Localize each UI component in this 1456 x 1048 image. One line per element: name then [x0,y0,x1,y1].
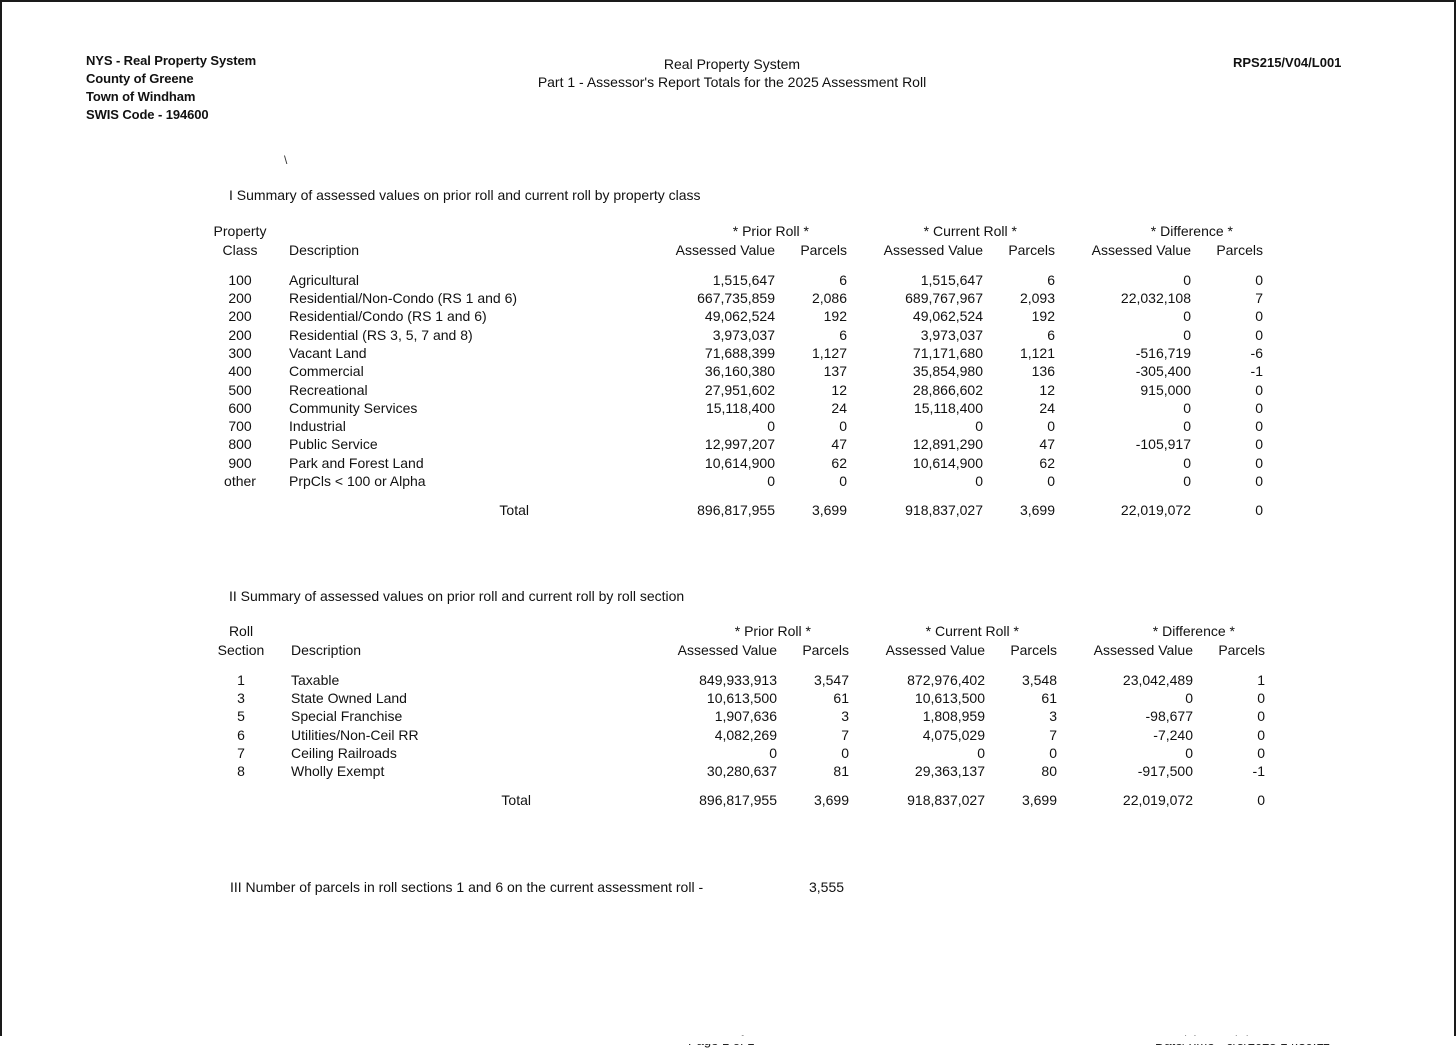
prior-parcels-cell: 61 [833,690,849,707]
description-cell: Vacant Land [289,344,367,361]
class-code-cell: 200 [228,290,252,307]
current-roll-group-header: * Current Roll * [923,223,1017,240]
difference-assessed-value-cell: 0 [1183,473,1191,489]
col-class-header-1: Property [213,223,267,240]
difference-assessed-value-cell: 0 [1185,744,1193,761]
description-cell: Ceiling Railroads [291,744,397,761]
current-parcels-cell: 47 [1039,436,1055,453]
current-assessed-value-cell: 872,976,402 [907,671,985,688]
section-3-value: 3,555 [809,879,845,895]
prior-roll-group-header: * Prior Roll * [734,623,811,640]
property-class-row [199,307,1263,325]
prior-parcels-cell: 12 [831,381,847,398]
property-class-row [199,435,1263,453]
description-cell: Commercial [289,363,364,380]
prior-assessed-value-cell: 15,118,400 [705,399,775,416]
difference-assessed-value-cell: -305,400 [1135,363,1191,380]
property-class-table [199,222,1263,530]
class-code-cell: 800 [228,436,252,453]
col-section-header-1: Roll [228,623,254,640]
total-prior-assessed-value: 896,817,955 [699,792,777,809]
difference-parcels-cell: 0 [1255,271,1263,288]
roll-section-row [199,707,1265,725]
class-code-cell: 1 [237,671,245,688]
prior-assessed-value-cell: 0 [769,744,777,761]
current-parcels-cell: 0 [1047,418,1055,435]
prior-assessed-value-cell: 12,997,207 [704,436,775,453]
prior-assessed-value-cell: 849,933,913 [699,671,777,688]
report-subtitle: Part 1 - Assessor's Report Totals for the 2025 Assessment Roll [537,74,927,90]
difference-assessed-value-cell: 0 [1183,326,1191,343]
current-parcels-cell: 3,548 [1021,671,1057,688]
property-class-row [199,289,1263,307]
description-cell: Residential (RS 3, 5, 7 and 8) [289,326,473,343]
current-parcels-cell: 192 [1031,308,1055,325]
description-cell: Agricultural [289,271,360,288]
col-prior-parcels-header: Parcels [802,641,849,658]
roll-section-row [199,689,1265,707]
prior-assessed-value-cell: 10,614,900 [704,454,775,471]
difference-parcels-cell: 0 [1255,399,1263,416]
prior-assessed-value-cell: 0 [767,473,775,489]
report-code: RPS215/V04/L001 [1233,55,1342,70]
prior-assessed-value-cell: 1,907,636 [714,708,777,725]
prior-parcels-cell: 137 [823,363,847,380]
prior-assessed-value-cell: 36,160,380 [704,363,775,380]
prior-parcels-cell: 6 [839,271,847,288]
current-assessed-value-cell: 15,118,400 [913,399,983,416]
property-class-row [199,472,1263,490]
class-code-cell: 200 [228,326,252,343]
col-current-parcels-header: Parcels [1008,241,1055,258]
difference-group-header: * Difference * [1152,623,1235,640]
description-cell: Public Service [289,436,378,453]
col-diff-av-header: Assessed Value [1093,641,1193,658]
total-row [199,780,1265,820]
difference-assessed-value-cell: 915,000 [1140,381,1191,398]
current-assessed-value-cell: 10,613,500 [914,690,985,707]
description-cell: Utilities/Non-Ceil RR [291,726,419,743]
issuer-line-county: County of Greene [86,71,194,86]
prior-assessed-value-cell: 667,735,859 [697,290,775,307]
class-code-cell: 500 [228,381,252,398]
current-assessed-value-cell: 0 [977,744,985,761]
roll-section-row [199,671,1265,689]
current-assessed-value-cell: 10,614,900 [912,454,983,471]
description-cell: Taxable [291,671,340,688]
prior-parcels-cell: 3,547 [813,671,849,688]
total-difference-parcels: 0 [1257,792,1265,809]
col-current-av-header: Assessed Value [883,241,983,258]
roll-section-row [199,744,1265,762]
class-code-cell: 7 [237,744,245,761]
difference-parcels-cell: 0 [1257,690,1265,707]
total-current-parcels: 3,699 [1019,502,1055,519]
difference-parcels-cell: 0 [1255,308,1263,325]
difference-assessed-value-cell: 0 [1183,308,1191,325]
total-label: Total [501,792,531,809]
total-current-assessed-value: 918,837,027 [907,792,985,809]
prior-assessed-value-cell: 49,062,524 [704,308,775,325]
prior-assessed-value-cell: 0 [767,418,775,435]
issuer-line-town: Town of Windham [86,89,196,104]
current-assessed-value-cell: 28,866,602 [912,381,983,398]
current-assessed-value-cell: 12,891,290 [912,436,983,453]
property-class-row [199,362,1263,380]
current-parcels-cell: 0 [1049,744,1057,761]
difference-group-header: * Difference * [1150,223,1233,240]
current-parcels-cell: 61 [1041,690,1057,707]
difference-parcels-cell: 0 [1255,381,1263,398]
description-cell: Industrial [289,418,346,435]
property-class-row [199,271,1263,289]
stray-mark: \ [284,153,288,167]
current-roll-group-header: * Current Roll * [925,623,1019,640]
col-class-header-2: Class [222,241,258,258]
col-diff-parcels-header: Parcels [1218,641,1265,658]
difference-parcels-cell: -6 [1250,344,1263,361]
difference-assessed-value-cell: -98,677 [1145,708,1193,725]
difference-assessed-value-cell: -917,500 [1137,763,1193,780]
prior-assessed-value-cell: 4,082,269 [714,726,777,743]
total-label: Total [499,502,529,519]
difference-parcels-cell: 0 [1257,708,1265,725]
difference-assessed-value-cell: 0 [1183,454,1191,471]
current-assessed-value-cell: 35,854,980 [912,363,983,380]
difference-parcels-cell: 0 [1255,418,1263,435]
difference-assessed-value-cell: 0 [1183,271,1191,288]
difference-assessed-value-cell: 0 [1185,690,1193,707]
prior-parcels-cell: 0 [839,473,847,489]
current-assessed-value-cell: 0 [975,473,983,489]
prior-assessed-value-cell: 27,951,602 [704,381,775,398]
class-code-cell: 3 [237,690,245,707]
section-3-label: III Number of parcels in roll sections 1 and 6 on the current assessment roll - [230,879,704,895]
prior-parcels-cell: 3 [841,708,849,725]
prior-parcels-cell: 1,127 [811,344,847,361]
current-assessed-value-cell: 1,808,959 [922,708,985,725]
class-code-cell: 900 [228,454,252,471]
current-assessed-value-cell: 49,062,524 [912,308,983,325]
col-diff-parcels-header: Parcels [1216,241,1263,258]
class-code-cell: 400 [228,363,252,380]
total-prior-assessed-value: 896,817,955 [697,502,775,519]
description-cell: Recreational [289,381,368,398]
class-code-cell: 300 [228,344,252,361]
col-prior-av-header: Assessed Value [677,641,777,658]
property-class-row [199,417,1263,435]
difference-assessed-value-cell: 23,042,489 [1122,671,1193,688]
description-cell: Wholly Exempt [291,763,385,780]
roll-section-table [199,622,1265,820]
property-class-row [199,380,1263,398]
prior-parcels-cell: 2,086 [811,290,847,307]
total-row [199,490,1263,530]
current-parcels-cell: 62 [1039,454,1055,471]
section-2-title: II Summary of assessed values on prior roll and current roll by roll section [229,588,685,604]
property-class-row [199,454,1263,472]
class-code-cell: 700 [228,418,252,435]
difference-parcels-cell: 0 [1257,744,1265,761]
prior-parcels-cell: 0 [841,744,849,761]
total-current-assessed-value: 918,837,027 [905,502,983,519]
description-cell: Residential/Condo (RS 1 and 6) [289,308,487,325]
current-assessed-value-cell: 689,767,967 [905,290,983,307]
current-parcels-cell: 7 [1049,726,1057,743]
current-parcels-cell: 24 [1039,399,1055,416]
current-parcels-cell: 80 [1041,763,1057,780]
difference-parcels-cell: 1 [1257,671,1265,688]
description-cell: PrpCls < 100 or Alpha [289,473,426,489]
current-parcels-cell: 12 [1039,381,1055,398]
col-description-header: Description [289,241,360,258]
description-cell: Community Services [289,399,418,416]
current-assessed-value-cell: 3,973,037 [920,326,983,343]
description-cell: State Owned Land [291,690,407,707]
difference-assessed-value-cell: -105,917 [1135,436,1191,453]
current-parcels-cell: 1,121 [1019,344,1055,361]
total-prior-parcels: 3,699 [811,502,847,519]
current-assessed-value-cell: 71,171,680 [912,344,983,361]
scan-cutoff [0,1036,1456,1044]
col-prior-av-header: Assessed Value [675,241,775,258]
difference-assessed-value-cell: -516,719 [1135,344,1191,361]
col-diff-av-header: Assessed Value [1091,241,1191,258]
property-class-row [199,325,1263,343]
prior-roll-group-header: * Prior Roll * [732,223,809,240]
prior-parcels-cell: 47 [831,436,847,453]
class-code-cell: 5 [237,708,245,725]
prior-parcels-cell: 62 [831,454,847,471]
description-cell: Special Franchise [291,708,403,725]
class-code-cell: 600 [228,399,252,416]
current-assessed-value-cell: 29,363,137 [914,763,985,780]
total-difference-parcels: 0 [1255,502,1263,519]
prior-parcels-cell: 192 [823,308,847,325]
total-difference-assessed-value: 22,019,072 [1122,792,1193,809]
difference-assessed-value-cell: 0 [1183,399,1191,416]
difference-assessed-value-cell: -7,240 [1153,726,1193,743]
class-code-cell: 6 [237,726,245,743]
difference-parcels-cell: 7 [1255,290,1263,307]
current-parcels-cell: 136 [1031,363,1055,380]
prior-assessed-value-cell: 71,688,399 [704,344,775,361]
prior-parcels-cell: 24 [831,399,847,416]
prior-assessed-value-cell: 1,515,647 [712,271,775,288]
description-cell: Park and Forest Land [289,454,424,471]
class-code-cell: 200 [228,308,252,325]
roll-section-row [199,762,1265,780]
prior-parcels-cell: 6 [839,326,847,343]
prior-assessed-value-cell: 3,973,037 [712,326,775,343]
difference-parcels-cell: -1 [1252,763,1265,780]
difference-parcels-cell: 0 [1255,326,1263,343]
col-description-header: Description [291,641,362,658]
total-difference-assessed-value: 22,019,072 [1120,502,1191,519]
prior-parcels-cell: 7 [841,726,849,743]
class-code-cell: other [224,473,256,489]
issuer-line-system: NYS - Real Property System [86,53,257,68]
prior-assessed-value-cell: 10,613,500 [706,690,777,707]
description-cell: Residential/Non-Condo (RS 1 and 6) [289,290,518,307]
report-title: Real Property System [663,56,801,72]
difference-assessed-value-cell: 0 [1183,418,1191,435]
difference-parcels-cell: -1 [1250,363,1263,380]
col-current-parcels-header: Parcels [1010,641,1057,658]
class-code-cell: 8 [237,763,245,780]
difference-assessed-value-cell: 22,032,108 [1120,290,1191,307]
difference-parcels-cell: 0 [1255,473,1263,489]
current-assessed-value-cell: 4,075,029 [922,726,985,743]
class-code-cell: 100 [228,271,252,288]
col-section-header-2: Section [217,641,265,658]
section-1-title: I Summary of assessed values on prior roll and current roll by property class [229,187,701,203]
property-class-row [199,344,1263,362]
roll-section-row [199,725,1265,743]
difference-parcels-cell: 0 [1257,726,1265,743]
prior-parcels-cell: 0 [839,418,847,435]
current-parcels-cell: 6 [1047,326,1055,343]
current-parcels-cell: 2,093 [1019,290,1055,307]
total-prior-parcels: 3,699 [813,792,849,809]
difference-parcels-cell: 0 [1255,436,1263,453]
prior-assessed-value-cell: 30,280,637 [706,763,777,780]
current-parcels-cell: 6 [1047,271,1055,288]
col-current-av-header: Assessed Value [885,641,985,658]
current-parcels-cell: 3 [1049,708,1057,725]
prior-parcels-cell: 81 [833,763,849,780]
current-assessed-value-cell: 0 [975,418,983,435]
col-prior-parcels-header: Parcels [800,241,847,258]
issuer-line-swis: SWIS Code - 194600 [86,107,209,122]
total-current-parcels: 3,699 [1021,792,1057,809]
current-assessed-value-cell: 1,515,647 [920,271,983,288]
property-class-row [199,399,1263,417]
difference-parcels-cell: 0 [1255,454,1263,471]
current-parcels-cell: 0 [1047,473,1055,489]
